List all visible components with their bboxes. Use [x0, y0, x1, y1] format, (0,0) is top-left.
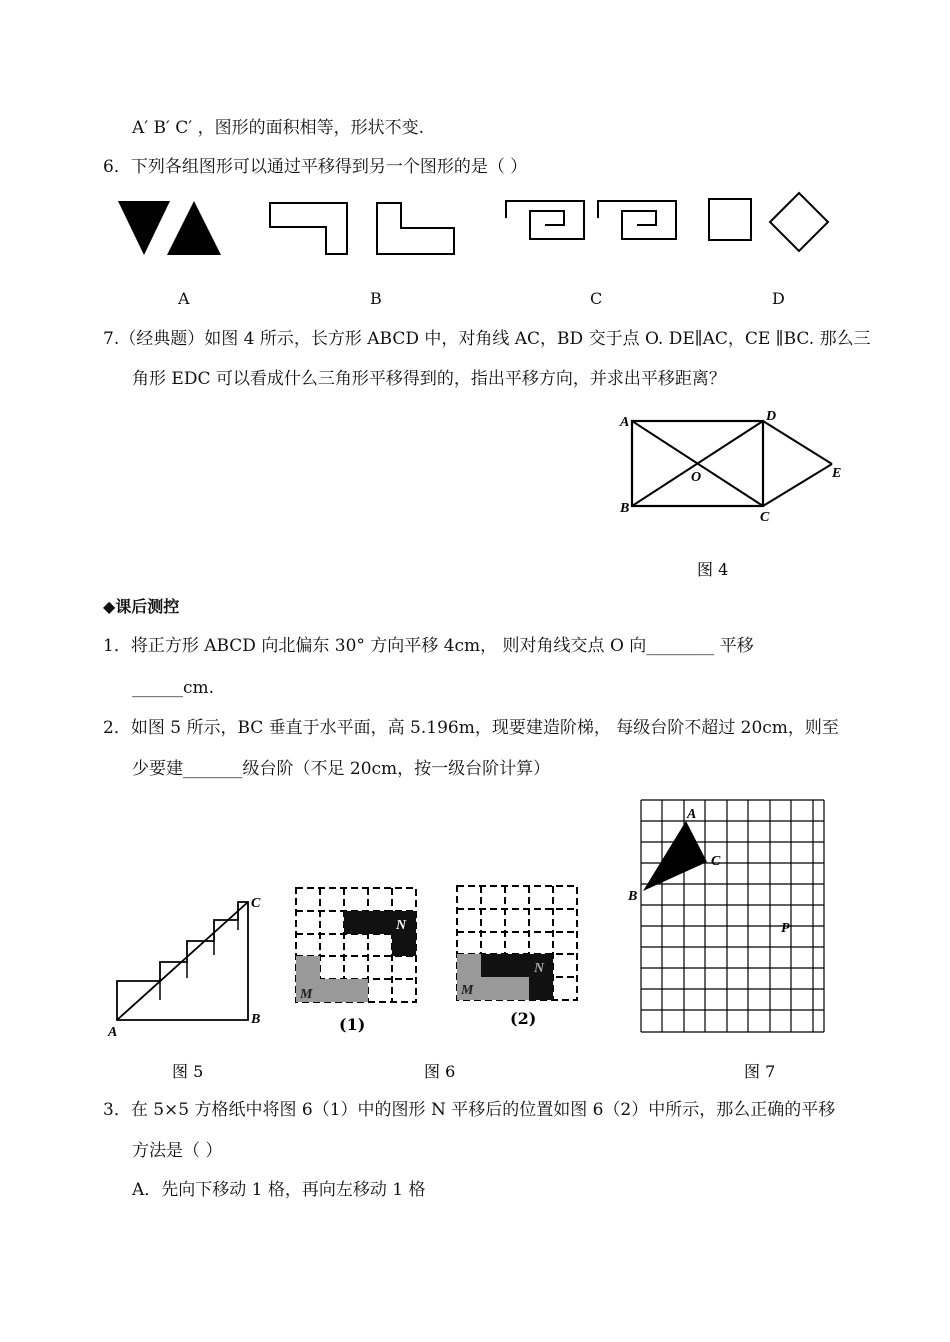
- sub-caption-2: (2): [510, 1009, 537, 1028]
- problem-1-line-1: 1．将正方形 ABCD 向北偏东 30° 方向平移 4cm， 则对角线交点 O 向________ 平移: [103, 636, 754, 656]
- question-7-line-2: 角形 EDC 可以看成什么三角形平移得到的，指出平移方向，并求出平移距离？: [132, 369, 726, 389]
- label-e: E: [832, 466, 842, 481]
- label-b: B: [251, 1012, 261, 1027]
- figure-5-caption: 图 5: [172, 1062, 204, 1081]
- problem-2-line-2: 少要建_______级台阶（不足 20cm，按一级台阶计算）: [132, 759, 551, 779]
- question-7-line-1: 7.（经典题）如图 4 所示，长方形 ABCD 中，对角线 AC，BD 交于点 O. DE∥AC，CE ∥BC. 那么三: [103, 329, 871, 349]
- figure-7-caption: 图 7: [744, 1062, 776, 1081]
- label-n: N: [396, 918, 407, 933]
- label-n: N: [534, 961, 545, 976]
- figure-4-caption: 图 4: [697, 560, 729, 579]
- label-p: P: [781, 921, 790, 936]
- label-m: M: [461, 983, 474, 998]
- problem-1-line-2: ______cm.: [132, 678, 215, 698]
- label-d: D: [766, 409, 777, 424]
- option-d-label: D: [772, 289, 785, 308]
- figure-6-caption: 图 6: [424, 1062, 456, 1081]
- label-m: M: [300, 987, 313, 1002]
- option-b-label: B: [370, 289, 382, 308]
- option-a-label: A: [178, 289, 190, 308]
- label-a: A: [108, 1025, 118, 1040]
- option-c-label: C: [590, 289, 603, 308]
- problem-3-option-a: A．先向下移动 1 格，再向左移动 1 格: [132, 1180, 426, 1200]
- square-grid: [641, 800, 824, 1032]
- triangle-abc: [643, 821, 707, 891]
- problem-3-line-2: 方法是（ ）: [132, 1141, 223, 1161]
- label-c: C: [251, 896, 261, 911]
- label-b: B: [620, 501, 630, 516]
- text-line-1: A′ B′ C′ ，图形的面积相等，形状不变.: [132, 118, 424, 138]
- label-c: C: [760, 510, 770, 525]
- sub-caption-1: (1): [339, 1015, 366, 1034]
- label-b: B: [628, 889, 638, 904]
- label-a: A: [687, 807, 697, 822]
- problem-2-line-1: 2．如图 5 所示，BC 垂直于水平面，高 5.196m，现要建造阶梯， 每级台阶不超过 20cm，则至: [103, 718, 839, 738]
- problem-3-line-1: 3．在 5×5 方格纸中将图 6（1）中的图形 N 平移后的位置如图 6（2）中所示，那么正确的平移: [103, 1100, 836, 1120]
- label-o: O: [691, 470, 702, 485]
- section-heading: ◆课后测控: [103, 597, 180, 616]
- label-a: A: [620, 415, 630, 430]
- question-6: 6．下列各组图形可以通过平移得到另一个图形的是（ ）: [103, 157, 528, 177]
- label-c: C: [711, 854, 721, 869]
